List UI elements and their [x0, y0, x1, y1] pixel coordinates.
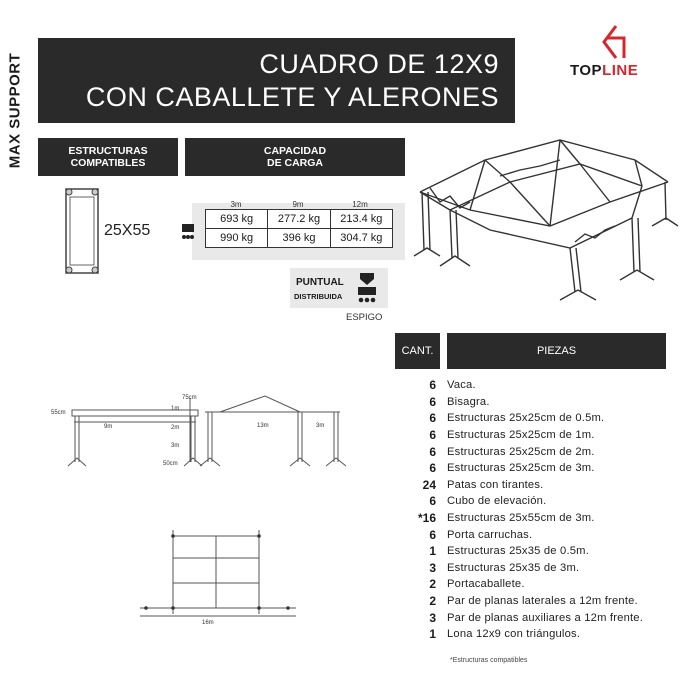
piece-qty: 3 [429, 610, 436, 625]
piece-qty: 3 [429, 560, 436, 575]
list-item [395, 477, 685, 494]
capacity-column-headers [205, 200, 391, 209]
piece-qty: 1 [429, 627, 436, 642]
piece-qty: 6 [429, 411, 436, 426]
side-width-label: 9m [104, 424, 113, 430]
max-support-label: MAX SUPPORT [6, 52, 24, 168]
list-item [395, 576, 685, 593]
piece-name: Lona 12x9 con triángulos. [447, 628, 581, 641]
list-item [395, 443, 685, 460]
piezas-header: PIEZAS [447, 333, 666, 369]
plan-width-label: 16m [202, 620, 214, 626]
height-3m-label: 3m [171, 443, 180, 449]
list-item [395, 510, 685, 527]
piece-name: Bisagra. [447, 395, 490, 408]
piece-name: Estructuras 25x35 de 0.5m. [447, 545, 590, 558]
capacity-table [205, 209, 393, 248]
piece-qty: 2 [429, 594, 436, 609]
capacity-row-puntual [206, 210, 392, 228]
distribuida-label: DISTRIBUIDA [294, 292, 343, 301]
structure-3d-drawing [410, 130, 680, 310]
title-block [38, 38, 515, 123]
piece-name: Patas con tirantes. [447, 478, 544, 491]
cant-header: CANT. [395, 333, 440, 369]
capacity-cell: 277.2 kg [267, 210, 329, 228]
piece-name: Vaca. [447, 379, 476, 392]
capacity-col-12m: 12m [352, 200, 368, 209]
capacidad-header: CAPACIDAD DE CARGA [185, 138, 405, 176]
piece-qty: 2 [429, 577, 436, 592]
front-width-label: 13m [257, 423, 269, 429]
list-item [395, 377, 685, 394]
piece-qty: 6 [429, 461, 436, 476]
piece-qty: 6 [429, 494, 436, 509]
piece-qty: 24 [422, 477, 436, 492]
piece-name: Estructuras 25x25cm de 3m. [447, 462, 595, 475]
height-1m-label: 1m [171, 406, 180, 412]
list-item [395, 543, 685, 560]
piece-name: Estructuras 25x35 de 3m. [447, 561, 580, 574]
list-item [395, 626, 685, 643]
capacity-cell: 396 kg [267, 229, 329, 247]
piece-name: Porta carruchas. [447, 528, 533, 541]
piece-qty: 1 [429, 544, 436, 559]
piece-name: Par de planas laterales a 12m frente. [447, 595, 638, 608]
list-item [395, 609, 685, 626]
title-line-2: CON CABALLETE Y ALERONES [85, 81, 499, 112]
list-item [395, 593, 685, 610]
truss-section-icon [62, 187, 102, 275]
truss-size: 25X55 [104, 222, 151, 239]
piece-name: Cubo de elevación. [447, 495, 547, 508]
logo-wordmark-line: LINE [602, 62, 639, 79]
plan-view-drawing [138, 528, 298, 618]
capacity-cell: 304.7 kg [330, 229, 392, 247]
load-stack-icon [181, 223, 195, 243]
piece-name: Estructuras 25x25cm de 1m. [447, 429, 595, 442]
capacity-col-3m: 3m [230, 200, 242, 209]
height-2m-label: 2m [171, 425, 180, 431]
footnote: *Estructuras compatibles [450, 657, 528, 664]
piece-qty: 6 [429, 394, 436, 409]
piece-qty: 6 [429, 428, 436, 443]
piece-name: Estructuras 25x25cm de 2m. [447, 445, 595, 458]
list-item [395, 410, 685, 427]
piece-qty: 6 [429, 527, 436, 542]
list-item [395, 493, 685, 510]
capacity-cell: 990 kg [220, 232, 254, 244]
capacity-col-9m: 9m [292, 200, 304, 209]
puntual-label: PUNTUAL [296, 277, 344, 288]
capacity-row-distribuida [206, 228, 392, 247]
list-item [395, 560, 685, 577]
list-item [395, 427, 685, 444]
piece-name: Estructuras 25x25cm de 0.5m. [447, 412, 605, 425]
espigo-label: ESPIGO [346, 312, 383, 323]
list-item [395, 394, 685, 411]
capacity-cell: 213.4 kg [330, 210, 392, 228]
piece-name: Estructuras 25x55cm de 3m. [447, 512, 595, 525]
list-item [395, 526, 685, 543]
logo-wordmark-top: TOP [570, 62, 603, 79]
piece-name: Portacaballete. [447, 578, 525, 591]
piece-qty: 6 [429, 378, 436, 393]
pieces-list [395, 377, 685, 643]
list-item [395, 460, 685, 477]
estructuras-header: ESTRUCTURAS COMPATIBLES [38, 138, 178, 176]
ridge-label: 75cm [182, 395, 197, 401]
logo-wordmark [570, 62, 638, 79]
side-height-label: 55cm [51, 410, 66, 416]
title-line-1: CUADRO DE 12X9 [259, 48, 499, 79]
piece-name: Par de planas auxiliares a 12m frente. [447, 611, 644, 624]
front-wing-label: 3m [316, 423, 325, 429]
piece-qty: 6 [429, 444, 436, 459]
capacity-cell: 693 kg [220, 213, 254, 225]
base-label: 50cm [163, 461, 178, 467]
piece-qty: *16 [417, 511, 436, 526]
load-type-icon [356, 271, 378, 305]
elevation-drawing [50, 388, 350, 470]
